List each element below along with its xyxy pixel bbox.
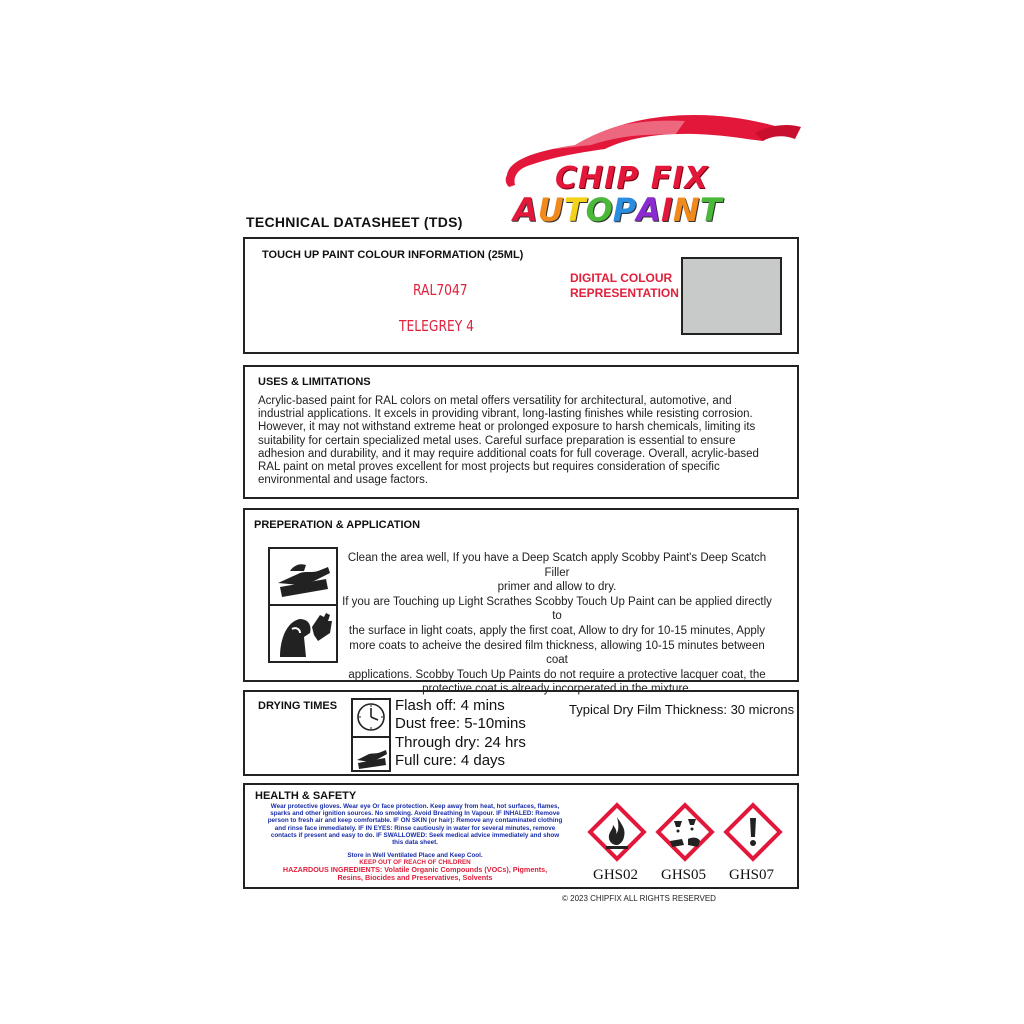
prep-line: the surface in light coats, apply the first coat, Allow to dry for 10-15 minutes, Apply <box>348 624 766 637</box>
through-dry-time: Through dry: 24 hrs <box>395 733 526 751</box>
uses-line: RAL paint on metal proves excellent for most projects but requires consideration of specific <box>258 461 720 474</box>
logo-letter: O <box>585 191 613 229</box>
prep-line: applications. Scobby Touch Up Paints do not require a protective lacquer coat, the <box>348 668 766 681</box>
digital-colour-label <box>570 271 690 301</box>
colour-name: TELEGREY 4 <box>399 317 475 335</box>
logo-text-chip-fix: CHIP FIX <box>555 161 709 196</box>
page-title: TECHNICAL DATASHEET (TDS) <box>246 214 463 230</box>
clock-icon <box>353 700 389 734</box>
uses-line: However, it may not withstand extreme heat or prolonged exposure to harsh chemicals, limiting its <box>258 421 756 434</box>
logo-letter: A <box>636 191 661 229</box>
uses-line: environmental and usage factors. <box>258 474 429 487</box>
health-line: this data sheet. <box>392 839 438 847</box>
logo-letter: T <box>699 191 722 229</box>
prep-line: protective coat is already incorperated in the mixture. <box>422 683 692 696</box>
corrosion-icon <box>654 801 716 863</box>
uses-line: industrial applications. It excels in providing vibrant, long-lasting finishes while resisting corrosion. <box>258 408 753 421</box>
drying-times-section <box>243 690 799 776</box>
prep-line: If you are Touching up Light Scrathes Scobby Touch Up Paint can be applied directly to <box>342 595 772 623</box>
uses-line: suitability for certain specialized metal uses. Careful surface preparation is essential to ensure <box>258 434 736 447</box>
logo-letter: T <box>563 191 586 229</box>
health-line: contacts if present and easy to do. IF SWALLOWED: Seek medical advice immediately and show <box>270 831 560 839</box>
hand-touch-icon <box>353 738 389 772</box>
health-heading: HEALTH & SAFETY <box>255 790 357 802</box>
logo-text-autopaint <box>513 191 722 229</box>
prep-line: Clean the area well, If you have a Deep Scatch apply Scobby Paint's Deep Scatch Filler <box>347 552 767 579</box>
prep-icons-divider <box>270 604 336 606</box>
health-line: person to fresh air and keep comfortable. IF ON SKIN (or hair): Remove any contaminated clothing <box>267 817 563 825</box>
flash-off-time: Flash off: 4 mins <box>395 697 505 714</box>
ghs07-label: GHS07 <box>729 867 775 883</box>
health-line: sparks and other ignition sources. No smoking. Avoid Breathing In Vapour. IF INHALED: Remove <box>270 810 560 818</box>
flame-icon <box>586 801 648 863</box>
hazardous-line: HAZARDOUS INGREDIENTS: Volatile Organic Compounds (VOCs), Pigments, <box>282 865 548 874</box>
drying-heading: DRYING TIMES <box>258 700 338 712</box>
health-line: and rinse face immediately. IF IN EYES: Rinse cautiously in water for several minutes, remove <box>274 824 556 832</box>
uses-text <box>258 395 788 487</box>
ghs02-label: GHS02 <box>593 867 639 883</box>
preparation-section <box>243 508 799 696</box>
hazardous-line: Resins, Biocides and Preservatives, Solvents <box>337 873 493 883</box>
full-cure-time: Full cure: 4 days <box>395 752 506 770</box>
children-warning: KEEP OUT OF REACH OF CHILDREN <box>359 859 471 866</box>
copyright-notice: © 2023 CHIPFIX ALL RIGHTS RESERVED <box>562 894 716 903</box>
prep-icons <box>268 547 338 663</box>
colour-info-section <box>243 237 799 354</box>
health-safety-section <box>243 783 799 889</box>
hand-sanding-icon <box>270 549 336 603</box>
logo-letter: I <box>661 191 673 229</box>
uses-line: Acrylic-based paint for RAL colors on metal offers versatility for architectural, automotive, and <box>258 395 732 407</box>
person-spraying-icon <box>270 607 336 663</box>
uses-heading: USES & LIMITATIONS <box>258 376 371 388</box>
prep-line: more coats to acheive the desired film thickness, allowing 10-15 minutes between coat <box>349 639 765 667</box>
ghs05-label: GHS05 <box>661 867 707 883</box>
digital-colour-label-line1: DIGITAL COLOUR <box>570 271 673 285</box>
health-line: Wear protective gloves. Wear eye Or face protection. Keep away from heat, hot surfaces, flames, <box>270 803 560 810</box>
exclamation-icon <box>722 801 784 863</box>
uses-line: adhesion and durability, and it may require additional coats for full coverage. Overall, acrylic-based <box>258 447 759 460</box>
uses-limitations-section <box>243 365 799 499</box>
chip-fix-logo <box>495 105 805 230</box>
digital-colour-label-line2: REPRESENTATION <box>570 286 679 300</box>
logo-letter: U <box>537 191 564 229</box>
drying-times-list <box>395 697 526 771</box>
film-thickness: Typical Dry Film Thickness: 30 microns <box>569 702 795 717</box>
health-text <box>251 803 579 846</box>
prep-heading: PREPERATION & APPLICATION <box>254 519 421 531</box>
prep-line: primer and allow to dry. <box>497 581 617 594</box>
hazardous-ingredients <box>251 866 579 883</box>
dust-free-time: Dust free: 5-10mins <box>395 715 526 733</box>
drying-icons <box>351 698 391 772</box>
storage-note: Store in Well Ventilated Place and Keep Cool. <box>347 852 483 859</box>
logo-letter: N <box>672 191 700 229</box>
colour-info-heading: TOUCH UP PAINT COLOUR INFORMATION (25ML) <box>262 249 524 261</box>
logo-letter: A <box>513 191 538 229</box>
colour-swatch <box>681 257 782 335</box>
logo-letter: P <box>612 191 637 229</box>
ral-code: RAL7047 <box>413 281 468 299</box>
prep-text <box>337 551 777 697</box>
